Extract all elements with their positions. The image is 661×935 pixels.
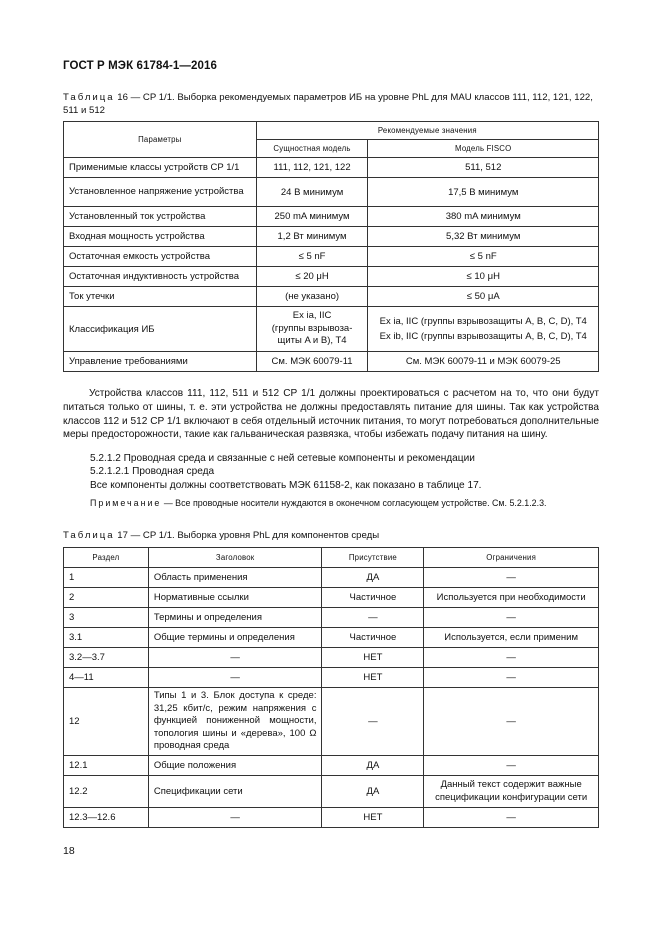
text-line: щиты A и B), T4 bbox=[277, 335, 347, 347]
table16-param: Ток утечки bbox=[64, 287, 257, 307]
table-row bbox=[64, 227, 599, 247]
table17-caption-lead: Таблица bbox=[63, 530, 115, 541]
table17-presence: Частичное bbox=[322, 628, 424, 648]
table16-entity: ≤ 5 nF bbox=[256, 247, 368, 267]
table16-param: Остаточная емкость устройства bbox=[64, 247, 257, 267]
table16-entity: 111, 112, 121, 122 bbox=[256, 158, 368, 178]
section-heading-5-2-1-2-1: 5.2.1.2.1 Проводная среда bbox=[90, 466, 215, 477]
table16 bbox=[63, 121, 599, 372]
table-row bbox=[64, 178, 599, 207]
table17 bbox=[63, 547, 599, 828]
table17-limitation: — bbox=[424, 648, 599, 668]
text-line: проводная среда bbox=[153, 740, 230, 752]
table17-limitation-multiline bbox=[424, 776, 599, 808]
table17-section: 12.1 bbox=[64, 756, 149, 776]
table-row bbox=[64, 668, 599, 688]
table16-entity: ≤ 20 μH bbox=[256, 267, 368, 287]
table17-title-multiline bbox=[148, 688, 322, 756]
table17-limitation: — bbox=[424, 668, 599, 688]
table16-caption bbox=[63, 92, 603, 117]
table16-fisco: 5,32 Вт минимум bbox=[368, 227, 599, 247]
text-line: Ex ia, IIC (группы взрывозащиты A, B, C, D), T4 bbox=[379, 316, 587, 327]
table17-section: 3.1 bbox=[64, 628, 149, 648]
table16-entity: 250 mA минимум bbox=[256, 207, 368, 227]
table-row bbox=[64, 307, 599, 352]
table17-presence: Частичное bbox=[322, 588, 424, 608]
table16-fisco: ≤ 5 nF bbox=[368, 247, 599, 267]
table-row bbox=[64, 628, 599, 648]
table17-section: 12.3—12.6 bbox=[64, 808, 149, 828]
table16-header-fisco: Модель FISCO bbox=[368, 140, 599, 158]
table17-caption bbox=[63, 530, 379, 543]
table16-fisco: 511, 512 bbox=[368, 158, 599, 178]
table16-fisco-multiline bbox=[368, 307, 599, 352]
table17-presence: НЕТ bbox=[322, 808, 424, 828]
table16-param: Остаточная индуктивность устройства bbox=[64, 267, 257, 287]
table17-title: Общие термины и определения bbox=[148, 628, 322, 648]
table17-section: 12.2 bbox=[64, 776, 149, 808]
table17-limitation: Используется при необходимости bbox=[424, 588, 599, 608]
text-line: топология шины и «дерева», 100 Ω bbox=[153, 727, 317, 739]
table16-fisco: ≤ 10 μH bbox=[368, 267, 599, 287]
table16-header-params: Параметры bbox=[64, 122, 257, 158]
table17-title: Спецификации сети bbox=[148, 776, 322, 808]
table17-limitation: — bbox=[424, 608, 599, 628]
table-row bbox=[64, 158, 599, 178]
table17-limitation: — bbox=[424, 808, 599, 828]
table17-section: 3.2—3.7 bbox=[64, 648, 149, 668]
table17-title: Область применения bbox=[148, 568, 322, 588]
table17-presence: ДА bbox=[322, 756, 424, 776]
text-line: 31,25 кбит/с, режим напряжения с bbox=[153, 702, 317, 714]
table16-fisco: 17,5 В минимум bbox=[368, 178, 599, 207]
text-line: функцией пониженной мощности, bbox=[153, 715, 317, 727]
table17-section: 1 bbox=[64, 568, 149, 588]
table16-fisco: См. МЭК 60079-11 и МЭК 60079-25 bbox=[368, 352, 599, 372]
table17-section: 4—11 bbox=[64, 668, 149, 688]
page-number: 18 bbox=[63, 845, 75, 857]
table16-caption-text: 16 — CP 1/1. Выборка рекомендуемых параметров ИБ на уровне PhL для MAU классов 111, 112, 121, 122, 511 и 512 bbox=[63, 92, 593, 116]
note bbox=[90, 498, 546, 508]
table16-param: Классификация ИБ bbox=[64, 307, 257, 352]
table17-title: Общие положения bbox=[148, 756, 322, 776]
table-row bbox=[64, 756, 599, 776]
table17-section: 2 bbox=[64, 588, 149, 608]
note-lead: Примечание bbox=[90, 498, 162, 508]
table17-title: — bbox=[148, 648, 322, 668]
table16-header-entity: Сущностная модель bbox=[256, 140, 368, 158]
text-line: Ex ia, IIC bbox=[292, 310, 332, 322]
table17-presence: НЕТ bbox=[322, 648, 424, 668]
table-row bbox=[64, 352, 599, 372]
table17-section: 12 bbox=[64, 688, 149, 756]
table17-presence: — bbox=[322, 688, 424, 756]
table-row bbox=[64, 267, 599, 287]
table16-param: Установленный ток устройства bbox=[64, 207, 257, 227]
table17-caption-text: 17 — CP 1/1. Выборка уровня PhL для компонентов среды bbox=[114, 530, 380, 541]
table16-entity: (не указано) bbox=[256, 287, 368, 307]
table16-param: Управление требованиями bbox=[64, 352, 257, 372]
text-line: Ex ib, IIC (группы взрывозащиты A, B, C, D), T4 bbox=[379, 331, 587, 342]
table-row bbox=[64, 608, 599, 628]
table17-presence: ДА bbox=[322, 568, 424, 588]
table16-entity-multiline bbox=[256, 307, 368, 352]
text-line: Типы 1 и 3. Блок доступа к среде: bbox=[153, 690, 317, 702]
table16-param: Входная мощность устройства bbox=[64, 227, 257, 247]
table16-fisco: 380 mA минимум bbox=[368, 207, 599, 227]
table-row bbox=[64, 287, 599, 307]
table16-entity: 24 В минимум bbox=[256, 178, 368, 207]
table17-limitation: — bbox=[424, 756, 599, 776]
note-text: — Все проводные носители нуждаются в оконечном согласующем устройстве. См. 5.2.1.2.3. bbox=[161, 498, 547, 508]
table17-presence: ДА bbox=[322, 776, 424, 808]
table-row bbox=[64, 247, 599, 267]
text-line: Данный текст содержит важные bbox=[440, 779, 582, 790]
table16-param: Установленное напряжение устройства bbox=[64, 178, 257, 207]
table-row bbox=[64, 207, 599, 227]
table17-title: — bbox=[148, 668, 322, 688]
table-row bbox=[64, 688, 599, 756]
table-row bbox=[64, 648, 599, 668]
table17-section: 3 bbox=[64, 608, 149, 628]
table17-presence: — bbox=[322, 608, 424, 628]
table17-title: — bbox=[148, 808, 322, 828]
document-header: ГОСТ Р МЭК 61784-1—2016 bbox=[63, 60, 217, 72]
body-paragraph: Устройства классов 111, 112, 511 и 512 CP 1/1 должны проектироваться с расчетом на то, что они будут питаться только от шины, т. е. эти устройства не должны предоставлять питание для шины. Так как устройства классов 112 и 512 CP 1/1 включают в себя отдельный источник питания, то могут потребоваться дополнительные меры предосторожности, такие как гальваническая развязка, чтобы избежать подачу питания на шину. bbox=[63, 388, 599, 441]
table17-limitation: — bbox=[424, 568, 599, 588]
table16-entity: 1,2 Вт минимум bbox=[256, 227, 368, 247]
text-line: спецификации конфигурации сети bbox=[435, 791, 588, 803]
table17-header-section: Раздел bbox=[64, 548, 149, 568]
table16-entity: См. МЭК 60079-11 bbox=[256, 352, 368, 372]
table16-param: Применимые классы устройств CP 1/1 bbox=[64, 158, 257, 178]
table17-header-title: Заголовок bbox=[148, 548, 322, 568]
table17-limitation: Используется, если применим bbox=[424, 628, 599, 648]
table17-header-limitations: Ограничения bbox=[424, 548, 599, 568]
table16-fisco: ≤ 50 μA bbox=[368, 287, 599, 307]
table16-caption-lead: Таблица bbox=[63, 92, 115, 103]
table16-header-recommended: Рекомендуемые значения bbox=[256, 122, 598, 140]
table-row bbox=[64, 588, 599, 608]
body-line: Все компоненты должны соответствовать МЭК 61158-2, как показано в таблице 17. bbox=[90, 480, 482, 491]
section-heading-5-2-1-2: 5.2.1.2 Проводная среда и связанные с ней сетевые компоненты и рекомендации bbox=[90, 453, 475, 464]
table17-title: Термины и определения bbox=[148, 608, 322, 628]
table-row bbox=[64, 808, 599, 828]
table17-limitation: — bbox=[424, 688, 599, 756]
table17-presence: НЕТ bbox=[322, 668, 424, 688]
table-row bbox=[64, 568, 599, 588]
table17-header-presence: Присутствие bbox=[322, 548, 424, 568]
table-row bbox=[64, 776, 599, 808]
text-line: (группы взрывоза- bbox=[271, 322, 353, 334]
table17-title: Нормативные ссылки bbox=[148, 588, 322, 608]
